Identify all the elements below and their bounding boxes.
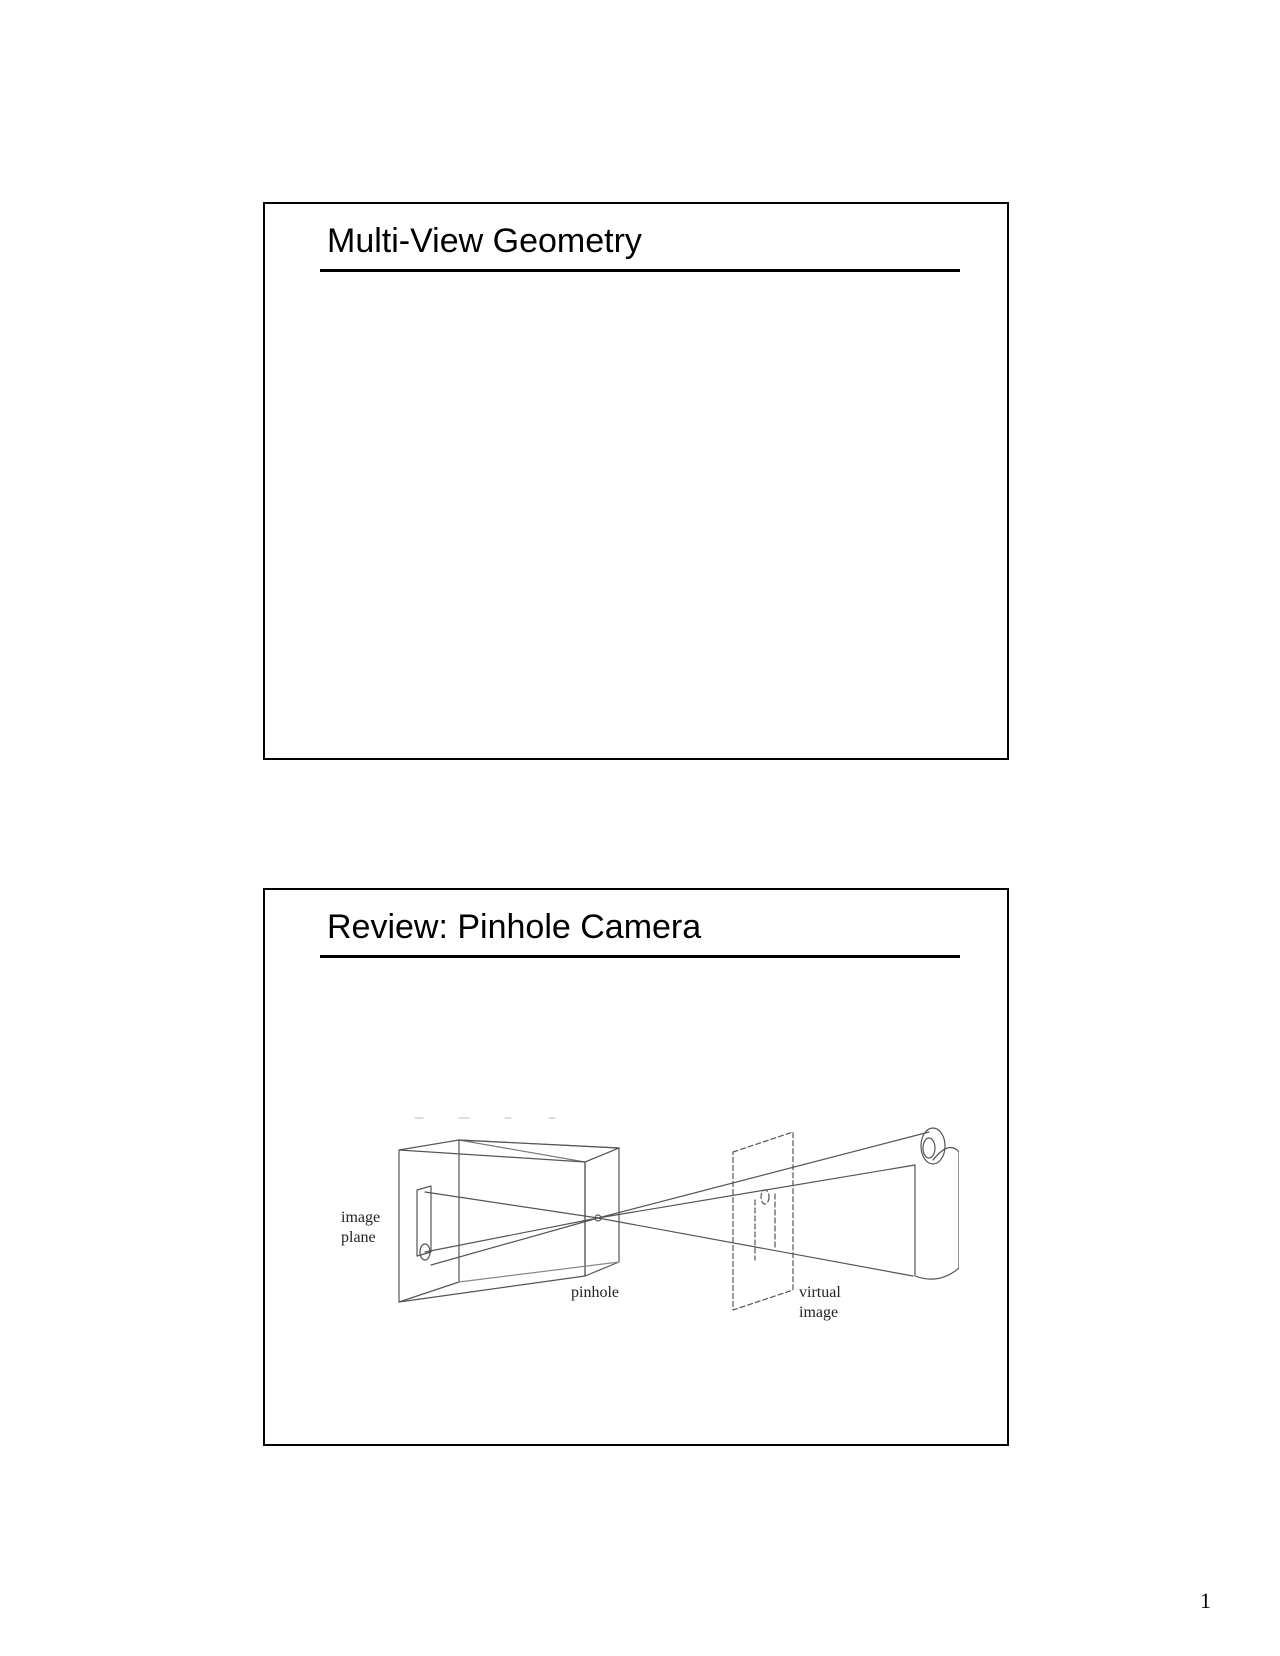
title-underline xyxy=(320,269,960,272)
projection-rays xyxy=(425,1132,929,1276)
image-plane-object xyxy=(417,1186,431,1260)
label-image-plane-line1: image xyxy=(341,1209,381,1226)
label-pinhole: pinhole xyxy=(571,1284,619,1301)
label-image-plane-line2: plane xyxy=(341,1229,376,1246)
virtual-image-plane xyxy=(733,1132,793,1310)
slide-title: Multi-View Geometry xyxy=(327,222,642,260)
slide-title: Review: Pinhole Camera xyxy=(327,908,702,946)
slide-2 xyxy=(263,888,1009,1446)
label-virtual-image-line2: image xyxy=(799,1304,839,1321)
slide-1 xyxy=(263,202,1009,760)
label-virtual-image-line1: virtual xyxy=(799,1284,841,1301)
page-number: 1 xyxy=(1200,1588,1211,1613)
scene-object-cylinder xyxy=(915,1128,959,1279)
title-underline xyxy=(320,955,960,958)
pinhole-camera-diagram xyxy=(319,1100,959,1350)
